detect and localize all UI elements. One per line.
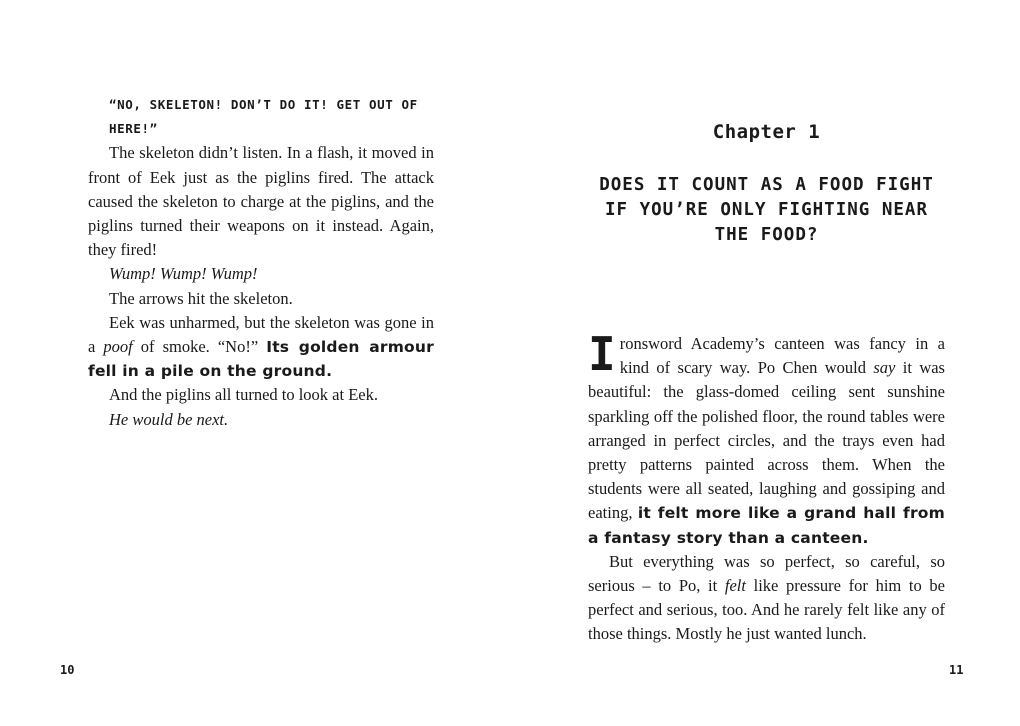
emphasis: He would be next.	[109, 409, 229, 429]
paragraph	[588, 550, 945, 647]
text-run: it was beautiful: the glass-domed ceiling sent sunshine sparkling off the polished floor, the round tables were arranged in perfect circles, and the trays even had pretty patterns painted across them. When the students were all seated, laughing and gossiping and eating,	[588, 358, 945, 523]
left-page-text	[88, 93, 434, 432]
text-run: Eek was unharmed, but the skeleton was gone in a	[88, 312, 434, 357]
paragraph	[88, 408, 434, 432]
shout-line: “NO, SKELETON! DON’T DO IT! GET OUT OF HERE!”	[109, 97, 418, 137]
paragraph: And the piglins all turned to look at Eek.	[109, 385, 378, 405]
emphasis: poof	[103, 337, 133, 357]
sound-effect	[88, 262, 434, 286]
text-run: like pressure for him to be perfect and serious, too. And he rarely felt like any of those things. Mostly he just wanted lunch.	[588, 576, 945, 644]
opening-paragraph	[588, 327, 945, 550]
emphasis: say	[873, 358, 896, 378]
paragraph: The skeleton didn’t listen. In a flash, it moved in front of Eek just as the piglins fired. The attack caused the skeleton to charge at the piglins, and the piglins turned their weapons on it instead. Again, they fired!	[88, 143, 434, 260]
text-run: of smoke. “No!”	[132, 337, 267, 357]
paragraph	[88, 311, 434, 384]
page-number: 11	[949, 663, 964, 677]
right-page-text	[588, 327, 945, 647]
bold-emphasis: Its golden armour fell in a pile on the ground.	[88, 338, 434, 381]
chapter-title: DOES IT COUNT AS A FOOD FIGHT IF YOU’RE ONLY FIGHTING NEAR THE FOOD?	[599, 175, 934, 245]
drop-cap: I	[588, 327, 616, 381]
text-run: But everything was so perfect, so careful, so serious – to Po, it	[588, 551, 945, 596]
chapter-label: Chapter 1	[712, 121, 821, 143]
text-run: ronsword Academy’s canteen was fancy in a kind of scary way. Po Chen would	[619, 334, 945, 378]
emphasis: felt	[724, 576, 746, 596]
paragraph: The arrows hit the skeleton.	[109, 288, 293, 308]
page-number: 10	[60, 663, 75, 677]
bold-emphasis: it felt more like a grand hall from a fantasy story than a canteen.	[588, 504, 945, 547]
right-page	[510, 0, 1020, 726]
sound-effect-text: Wump! Wump! Wump!	[109, 264, 258, 284]
